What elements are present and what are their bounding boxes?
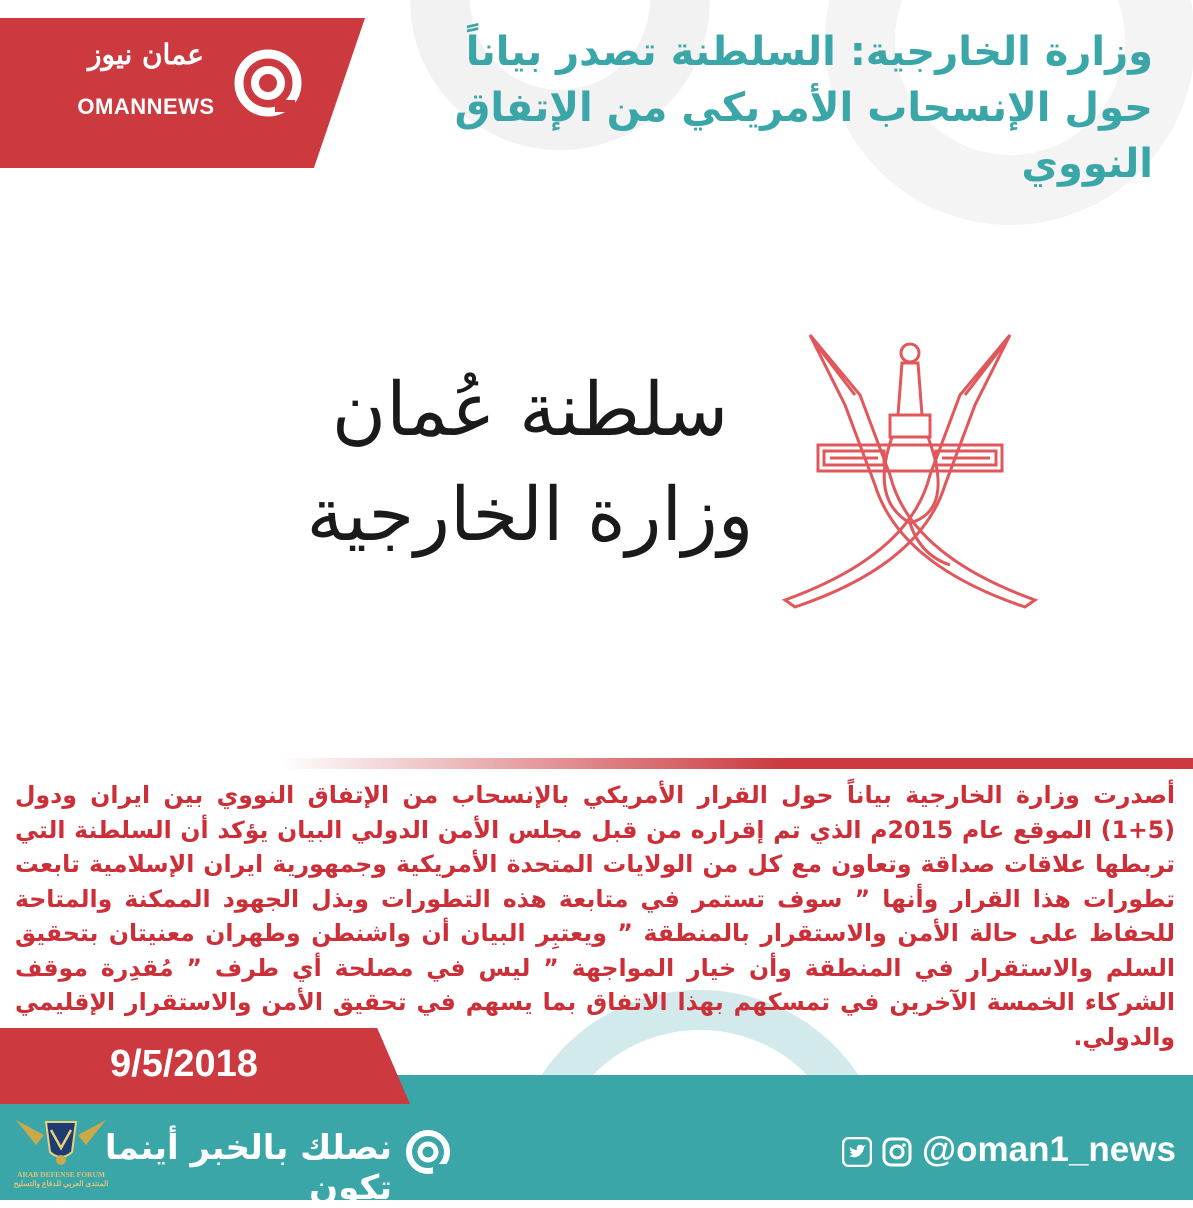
article-body: أصدرت وزارة الخارجية بياناً حول القرار الأمريكي بالإنسحاب من الإتفاق النووي بين ايران ودول (5+1) الموقع عام 2015م الذي تم إقراره من قبل مجلس الأمن الدولي البيان يؤكد أن السلطنة التي تربطها علاقات صداقة وتعاون مع كل من الولايات المتحدة الأمريكية وجمهورية ايران الإسلامية تابعت تطورات هذا القرار وأنها ” سوف تستمر في متابعة هذه التطورات وبذل الجهود الممكنة والمتاحة للحفاظ على حالة الأمن والاستقرار بالمنطقة ” ويعتبِر البيان أن واشنطن وطهران معنيتان بتحقيق السلم والاستقرار في المنطقة وأن خيار المواجهة ” ليس في مصلحة أي طرف ” مُقدِرة موقف الشركاء الخمسة الآخرين في تمسكهم بهذا الاتفاق بما يسهم في تحقيق الأمن والاستقرار الإقليمي والدولي.	[15, 781, 1175, 1051]
logo-arabic-text: عمان نيوز	[88, 38, 204, 71]
forum-name-english: ARAB DEFENSE FORUM	[17, 1170, 105, 1179]
footer-slogan: نصلك بالخبر أينما تكون	[104, 1128, 392, 1208]
forum-name	[2, 1170, 120, 1188]
forum-name-arabic: المنتدى العربي للدفاع والتسليح	[13, 1179, 109, 1188]
oman-emblem-icon	[760, 325, 1060, 615]
omannews-small-icon	[404, 1128, 452, 1176]
twitter-icon[interactable]	[842, 1137, 872, 1167]
logo-latin-text: OMANNEWS	[77, 94, 215, 119]
ministry-logo-line2: وزارة الخارجية	[306, 472, 754, 558]
social-handle[interactable]: @oman1_news	[922, 1130, 1176, 1169]
ministry-logo-line1: سلطنة عُمان	[331, 367, 729, 453]
instagram-icon[interactable]	[882, 1137, 912, 1167]
omannews-logo-icon	[233, 48, 303, 118]
separator-bar	[280, 758, 1193, 769]
date-text: 9/5/2018	[110, 1043, 258, 1085]
ministry-logo	[300, 360, 760, 590]
headline: وزارة الخارجية: السلطنة تصدر بياناً حول الإنسحاب الأمريكي من الإتفاق النووي	[454, 29, 1153, 187]
